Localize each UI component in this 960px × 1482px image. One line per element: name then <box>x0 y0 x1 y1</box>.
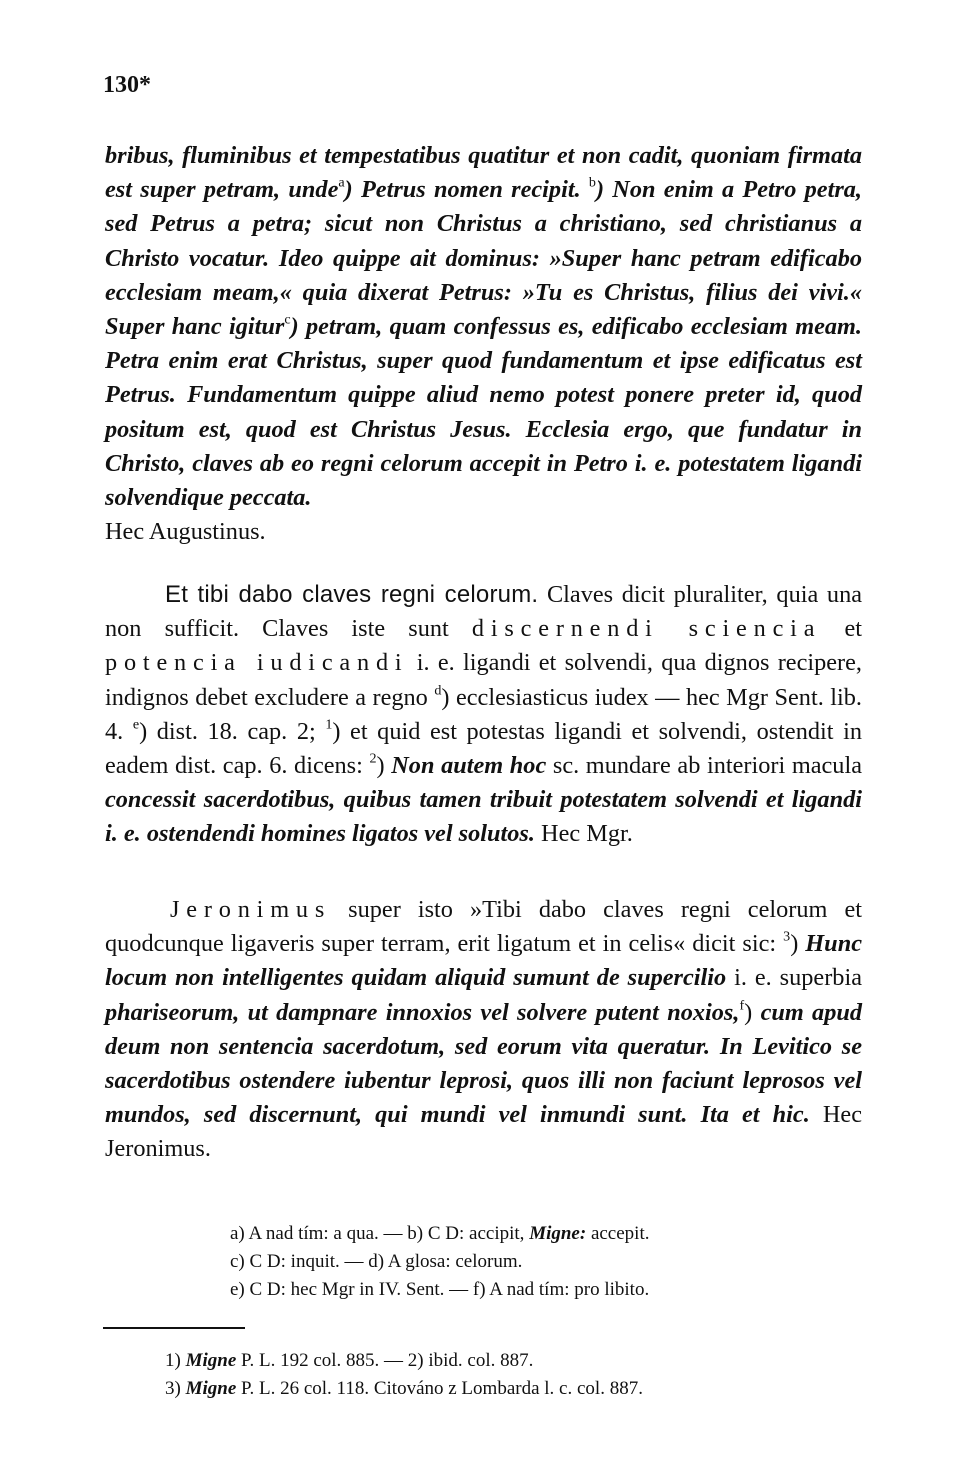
apparatus-line: e) C D: hec Mgr in IV. Sent. — f) A nad tím: pro libito. <box>230 1279 650 1300</box>
spaced-text: potencia iudicandi <box>105 649 409 677</box>
footnotes <box>165 1347 845 1403</box>
text-run: ) <box>744 998 761 1026</box>
paragraph-claves <box>105 578 862 852</box>
text-run: phariseorum, ut dampnare innoxios vel solvere putent noxios, <box>105 998 740 1026</box>
text-run: ) petram, quam confessus es, edificabo ecclesiam meam. Petra enim erat Christus, super quod fundamentum et ipse edificatus est Petrus. Fundamentum quippe aliud nemo potest ponere preter id, quod positum est, quod est Christus Jesus. Ecclesia ergo, que fundatur in Christo, claves ab eo regni celorum accepit in Petro i. e. potestatem ligandi solvendique peccata. <box>105 313 863 512</box>
text-run: a) A nad tím: a qua. — b) C D: accipit, <box>230 1223 530 1244</box>
text-run: super isto »Tibi dabo claves regni celorum et quodcunque ligaveris super terram, erit ligatum et in celis« dicit sic: <box>105 896 862 958</box>
text-run: ) <box>790 930 806 958</box>
text-run: sc. mundare ab interiori macula <box>546 752 862 780</box>
text-run: et <box>821 615 863 643</box>
apparatus-line <box>230 1220 870 1248</box>
footnote-marker: 2 <box>369 750 377 767</box>
spaced-text: discernendi sciencia <box>471 615 822 643</box>
text-run: accepit. <box>586 1223 650 1244</box>
paragraph-jeronimus <box>105 893 862 1167</box>
lemma-heading: Et tibi dabo claves regni celorum. <box>165 581 539 608</box>
text-run: Claves dicit pluraliter, quia una non sufficit. Claves iste sunt <box>105 581 862 643</box>
apparatus-line: c) C D: inquit. — d) A glosa: celorum. <box>230 1251 523 1272</box>
text-run: Hunc locum non intelligentes quidam aliquid sumunt de supercilio <box>105 930 862 992</box>
text-run: Migne <box>185 1378 237 1399</box>
text-run: Hec Mgr. <box>534 820 633 848</box>
footnote-line <box>165 1347 845 1375</box>
text-run: Hec Jeronimus. <box>105 1101 862 1163</box>
text-run: ) et quid est potestas ligandi et solvendi, ostendit in eadem dist. cap. 6. dicens: <box>105 717 863 780</box>
footnote-marker: 1 <box>325 716 333 733</box>
paragraph-augustinus <box>105 139 862 549</box>
footnote-line <box>165 1375 845 1403</box>
text-run: Non autem hoc <box>391 752 547 780</box>
text-run: ) Petrus nomen recipit. <box>344 176 589 204</box>
footnote-rule <box>103 1327 245 1329</box>
page-number: 130* <box>103 72 151 98</box>
text-run: Migne <box>185 1350 237 1371</box>
text-run: ) <box>376 752 392 780</box>
text-run: 3) <box>165 1378 186 1399</box>
text-run: ) ecclesiasticus iudex — hec Mgr Sent. lib. 4. <box>105 683 862 745</box>
spaced-text: Jeronimus <box>170 896 332 923</box>
text-run: Hec Augustinus. <box>105 518 266 546</box>
note-marker: c <box>284 311 291 328</box>
text-run: i. e. ligandi et solvendi, qua dignos recipere, indignos debet excludere a regno <box>105 649 862 711</box>
text-run: P. L. 26 col. 118. Citováno z Lombarda l. c. col. 887. <box>236 1378 643 1399</box>
note-marker: d <box>434 682 442 699</box>
text-run: concessit sacerdotibus, quibus tamen tribuit potestatem solvendi et ligandi i. e. ostendendi homines ligatos vel solutos. <box>105 786 862 848</box>
text-run: ) Non enim a Petro petra, sed Petrus a petra; sicut non Christus a christiano, sed christianus a Christo vocatur. Ideo quippe ait dominus: »Super hanc petram edificabo ecclesiam meam,« quia dixerat Petrus: »Tu es Christus, filius dei vivi.« Super hanc igitur <box>105 176 862 341</box>
note-marker: f <box>739 997 745 1014</box>
note-marker: e <box>132 716 140 733</box>
text-run: i. e. superbia <box>726 964 862 992</box>
text-run: Migne: <box>529 1223 587 1244</box>
text-run: cum apud deum non sentencia sacerdotum, sed eorum vita queratur. In Levitico se sacerdotibus ostendere iubentur leprosi, quos illi non faciunt leprosos vel mundos, sed discernunt, qui mundi vel inmundi sunt. Ita et hic. <box>105 998 863 1129</box>
critical-apparatus <box>230 1220 870 1304</box>
footnote-marker: 3 <box>783 928 791 945</box>
note-marker: a <box>338 174 345 191</box>
text-run: ) dist. 18. cap. 2; <box>139 717 326 745</box>
text-run: P. L. 192 col. 885. — 2) ibid. col. 887. <box>236 1350 534 1371</box>
text-run: bribus, fluminibus et tempestatibus quatitur et non cadit, quoniam firmata est super petram, unde <box>105 142 862 204</box>
text-run: 1) <box>165 1350 186 1371</box>
note-marker: b <box>588 174 596 191</box>
